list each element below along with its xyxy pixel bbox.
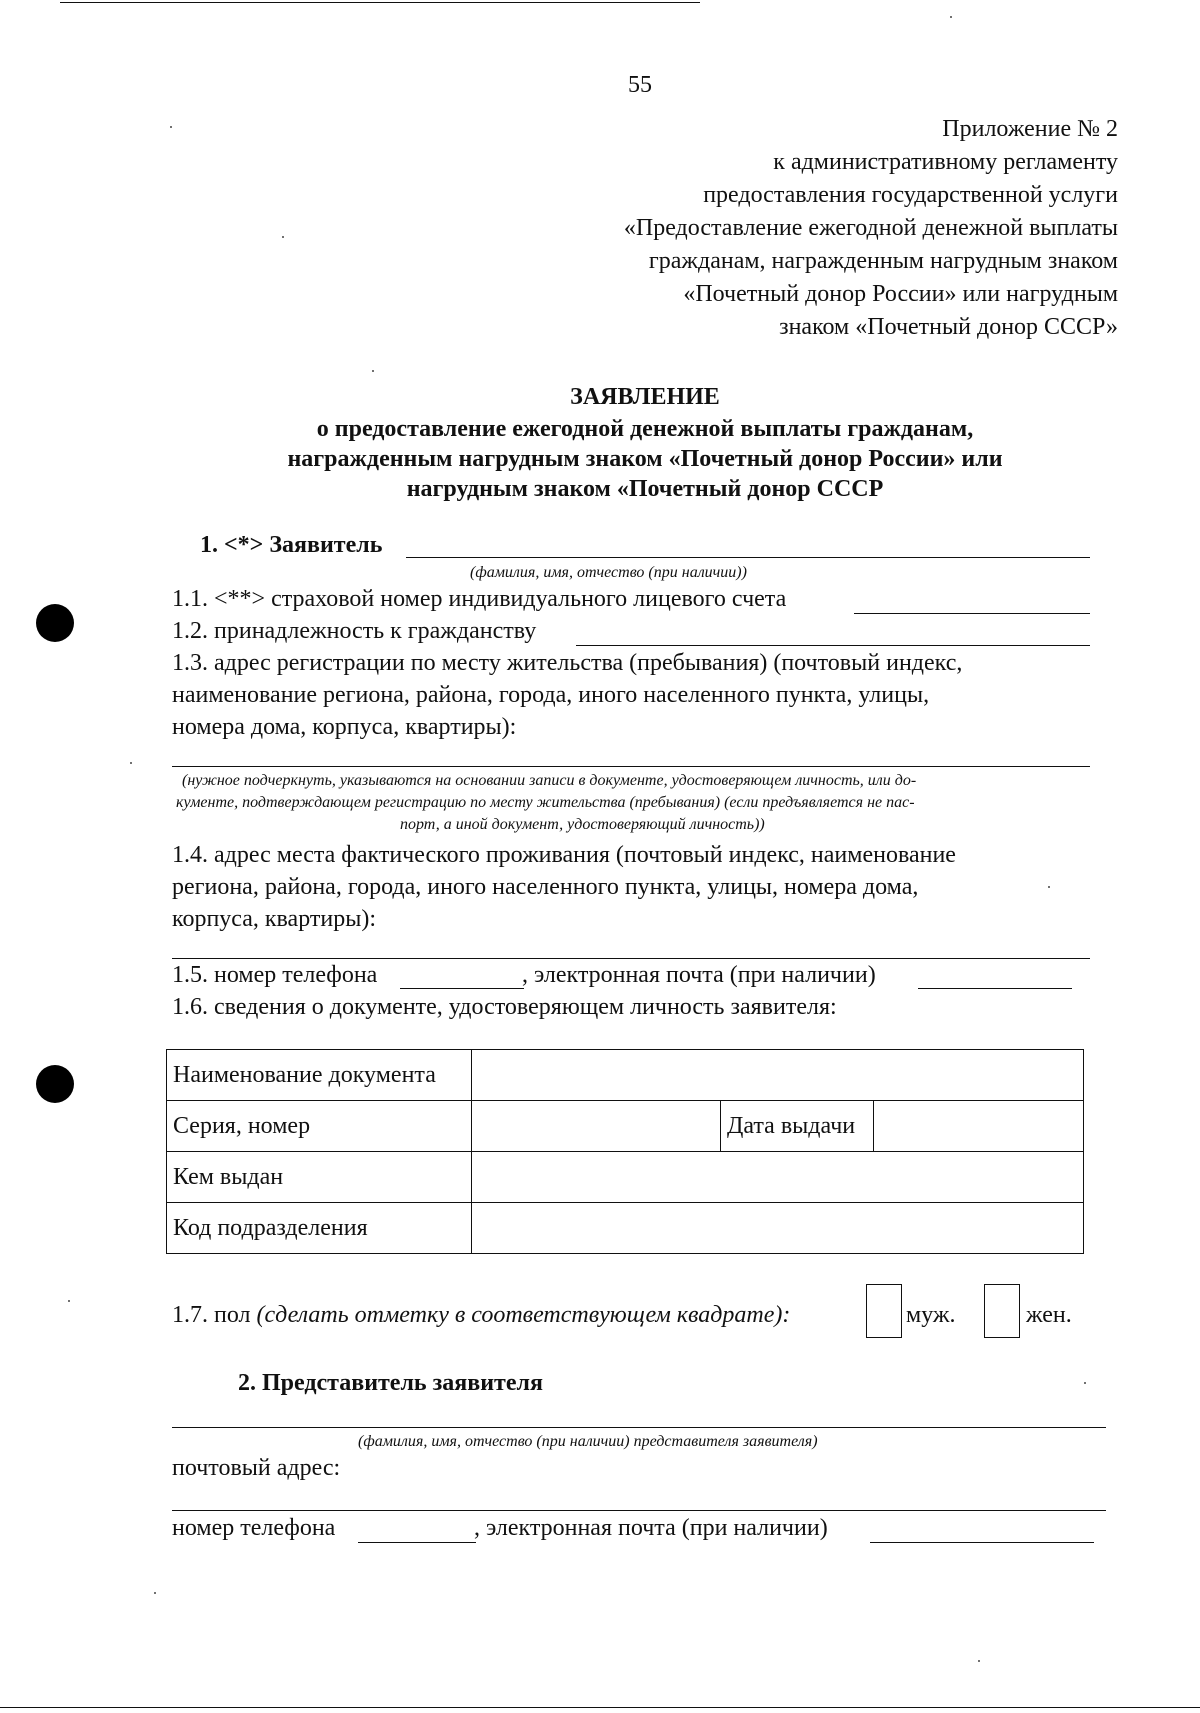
scan-speck [1084, 1382, 1086, 1384]
scan-bottom-line [0, 1707, 1200, 1708]
page-number: 55 [628, 72, 652, 98]
series-label: Серия, номер [167, 1101, 472, 1152]
issue-date-field[interactable] [874, 1101, 1084, 1152]
appendix-line-7: знаком «Почетный донор СССР» [779, 314, 1118, 340]
gender-prefix: 1.7. пол [172, 1302, 257, 1328]
scan-speck [170, 126, 172, 128]
representative-name-hint: (фамилия, имя, отчество (при наличии) представителя заявителя) [358, 1433, 818, 1450]
representative-postal-label: почтовый адрес: [172, 1455, 341, 1481]
snils-label: 1.1. <**> страховой номер индивидуального лицевого счета [172, 586, 787, 612]
representative-email-label: , электронная почта (при наличии) [474, 1515, 828, 1541]
scan-speck [978, 1660, 980, 1662]
phone-field[interactable] [400, 988, 524, 989]
reg-address-line-1: 1.3. адрес регистрации по месту жительства (пребывания) (почтовый индекс, [172, 650, 963, 676]
female-checkbox[interactable] [984, 1284, 1020, 1338]
doc-name-field[interactable] [472, 1050, 1084, 1101]
actual-address-field[interactable] [172, 958, 1090, 959]
issued-by-label: Кем выдан [167, 1152, 472, 1203]
actual-address-line-3: корпуса, квартиры): [172, 906, 377, 932]
appendix-line-4: «Предоставление ежегодной денежной выплаты [623, 215, 1118, 241]
female-label: жен. [1026, 1302, 1072, 1328]
scan-speck [1048, 886, 1050, 888]
actual-address-line-1: 1.4. адрес места фактического проживания (почтовый индекс, наименование [172, 842, 956, 868]
appendix-line-2: к административному регламенту [773, 149, 1118, 175]
citizenship-field[interactable] [576, 645, 1090, 646]
id-document-table [166, 1049, 1084, 1254]
scan-speck [154, 1592, 156, 1594]
appendix-line-1: Приложение № 2 [942, 116, 1118, 142]
reg-address-line-2: наименование региона, района, города, иного населенного пункта, улицы, [172, 682, 930, 708]
representative-phone-field[interactable] [358, 1542, 476, 1543]
doc-name-label: Наименование документа [167, 1050, 472, 1101]
binder-hole-bottom [36, 1065, 74, 1103]
gender-label [172, 1300, 790, 1330]
reg-address-field[interactable] [172, 766, 1090, 767]
applicant-label: 1. <*> Заявитель [200, 532, 383, 558]
scan-speck [372, 370, 374, 372]
id-document-label: 1.6. сведения о документе, удостоверяющем личность заявителя: [172, 994, 837, 1020]
reg-address-line-3: номера дома, корпуса, квартиры): [172, 714, 517, 740]
table-row [167, 1101, 1084, 1152]
scan-speck [282, 236, 284, 238]
table-row [167, 1203, 1084, 1254]
male-label: муж. [906, 1302, 956, 1328]
document-title: ЗАЯВЛЕНИЕ [570, 384, 720, 410]
reg-address-note-1: (нужное подчеркнуть, указываются на основании записи в документе, удостоверяющем личность, или до- [182, 772, 917, 789]
applicant-name-hint: (фамилия, имя, отчество (при наличии)) [470, 564, 747, 581]
actual-address-line-2: региона, района, города, иного населенного пункта, улицы, номера дома, [172, 874, 919, 900]
table-row [167, 1050, 1084, 1101]
appendix-line-6: «Почетный донор России» или нагрудным [683, 281, 1118, 307]
document-subtitle-1: о предоставление ежегодной денежной выплаты гражданам, [316, 416, 974, 442]
email-field[interactable] [918, 988, 1072, 989]
representative-name-field[interactable] [172, 1427, 1106, 1428]
representative-phone-label: номер телефона [172, 1515, 336, 1541]
reg-address-note-3: порт, а иной документ, удостоверяющий личность)) [400, 816, 765, 833]
scan-top-line [60, 2, 700, 3]
male-checkbox[interactable] [866, 1284, 902, 1338]
appendix-line-5: гражданам, награжденным нагрудным знаком [648, 248, 1118, 274]
email-label: , электронная почта (при наличии) [522, 962, 876, 988]
gender-instruction: (сделать отметку в соответствующем квадрате): [256, 1302, 791, 1328]
representative-email-field[interactable] [870, 1542, 1094, 1543]
reg-address-note-2: кументе, подтверждающем регистрацию по месту жительства (пребывания) (если предъявляется не пас- [176, 794, 915, 811]
dept-code-field[interactable] [472, 1203, 1084, 1254]
dept-code-label: Код подразделения [167, 1203, 472, 1254]
scan-speck [68, 1300, 70, 1302]
document-subtitle-2: награжденным нагрудным знаком «Почетный донор России» или [287, 446, 1003, 472]
series-field[interactable] [472, 1101, 721, 1152]
citizenship-label: 1.2. принадлежность к гражданству [172, 618, 537, 644]
issued-by-field[interactable] [472, 1152, 1084, 1203]
snils-field[interactable] [854, 613, 1090, 614]
appendix-line-3: предоставления государственной услуги [703, 182, 1118, 208]
binder-hole-top [36, 604, 74, 642]
representative-postal-field[interactable] [172, 1510, 1106, 1511]
table-row [167, 1152, 1084, 1203]
document-subtitle-3: нагрудным знаком «Почетный донор СССР [406, 476, 884, 502]
issue-date-label: Дата выдачи [721, 1101, 874, 1152]
scan-speck [130, 762, 132, 764]
representative-label: 2. Представитель заявителя [238, 1370, 543, 1396]
phone-label: 1.5. номер телефона [172, 962, 378, 988]
applicant-name-field[interactable] [406, 557, 1090, 558]
scan-speck [950, 16, 952, 18]
